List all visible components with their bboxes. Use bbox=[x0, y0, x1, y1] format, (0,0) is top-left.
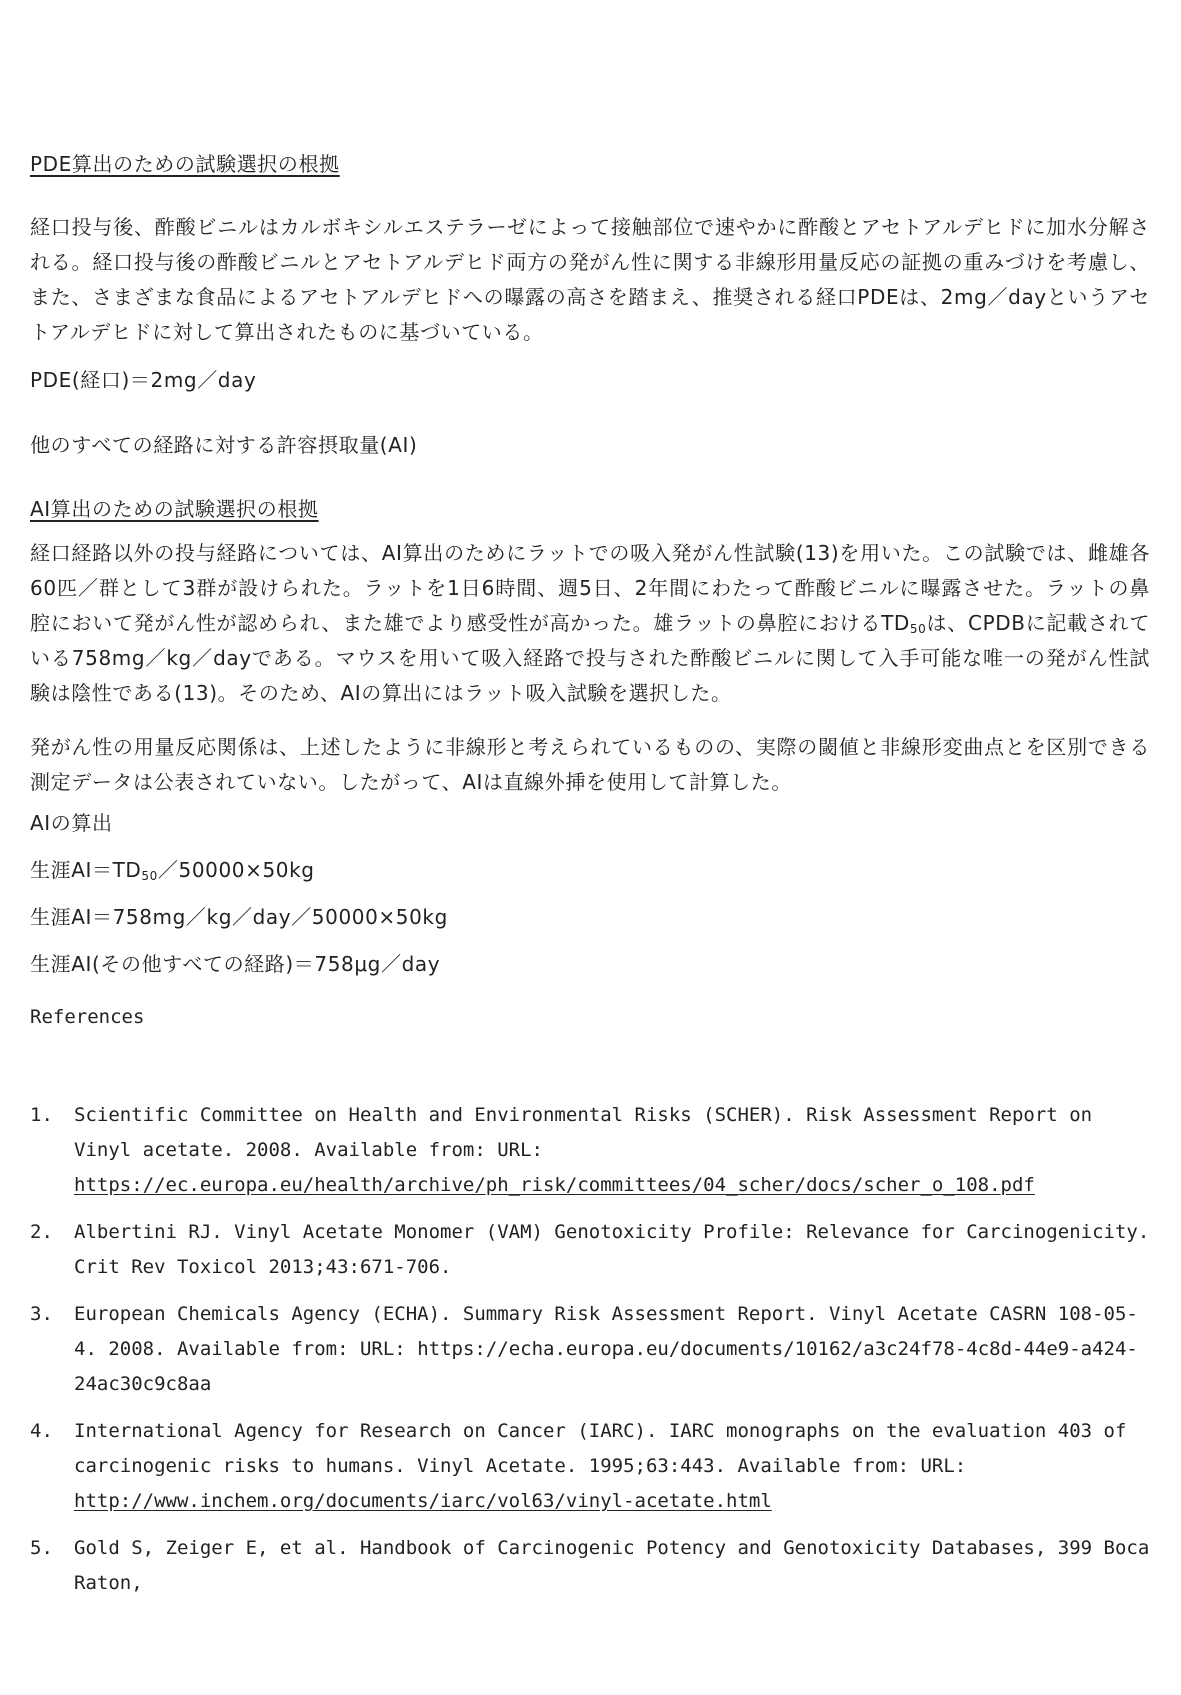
reference-link[interactable]: http://www.inchem.org/documents/iarc/vol63/vinyl-acetate.html bbox=[74, 1490, 772, 1512]
reference-item bbox=[30, 1414, 1150, 1519]
ai-rationale-paragraph bbox=[30, 536, 1150, 711]
reference-number: 5. bbox=[30, 1537, 53, 1559]
formula-lifetime-ai-td50 bbox=[30, 853, 1150, 888]
dose-response-paragraph: 発がん性の用量反応関係は、上述したように非線形と考えられているものの、実際の閾値と非線形変曲点とを区別できる測定データは公表されていない。したがって、AIは直線外挿を使用して計算した。 bbox=[30, 735, 1150, 794]
reference-number: 4. bbox=[30, 1420, 53, 1442]
reference-item bbox=[30, 1098, 1150, 1203]
reference-number: 3. bbox=[30, 1303, 53, 1325]
formula-lifetime-ai-result: 生涯AI(その他すべての経路)＝758μg／day bbox=[30, 952, 441, 976]
pde-section-heading: PDE算出のための試験選択の根拠 bbox=[30, 152, 340, 176]
reference-link[interactable]: https://ec.europa.eu/health/archive/ph_risk/committees/04_scher/docs/scher_o_108.pdf bbox=[74, 1174, 1035, 1196]
reference-number: 2. bbox=[30, 1221, 53, 1243]
reference-text: European Chemicals Agency (ECHA). Summary Risk Assessment Report. Vinyl Acetate CASRN 108-05-4. 2008. Available from: URL: bbox=[74, 1303, 1138, 1360]
reference-text: Albertini RJ. Vinyl Acetate Monomer (VAM) Genotoxicity Profile: Relevance for Carcinogenicity. Crit Rev Toxicol 2013;43:671-706. bbox=[74, 1221, 1150, 1278]
reference-number: 1. bbox=[30, 1104, 53, 1126]
reference-item bbox=[30, 1215, 1150, 1285]
reference-url: https://echa.europa.eu/documents/10162/a3c24f78-4c8d-44e9-a424-24ac30c9c8aa bbox=[74, 1338, 1138, 1395]
reference-text: International Agency for Research on Cancer (IARC). IARC monographs on the evaluation 403 of carcinogenic risks to humans. Vinyl Acetate. 1995;63:443. Available from: URL: bbox=[74, 1420, 1127, 1477]
ai-paragraph-part-a: 経口経路以外の投与経路については、AI算出のためにラットでの吸入発がん性試験(13)を用いた。この試験では、雌雄各60匹／群として3群が設けられた。ラットを1日6時間、週5日、2年間にわたって酢酸ビニルに曝露させた。ラットの鼻腔において発がん性が認められ、また雄でより感受性が高かった。雄ラットの鼻腔におけるTD bbox=[30, 541, 1150, 635]
ai-section-heading: AI算出のための試験選択の根拠 bbox=[30, 497, 319, 521]
formula1-subscript: 50 bbox=[141, 869, 158, 883]
reference-item bbox=[30, 1531, 1150, 1601]
references-list bbox=[30, 1098, 1150, 1613]
references-title: References bbox=[30, 1006, 145, 1028]
ai-paragraph-part-b: は、CPDBに記載されている758mg／kg／dayである。マウスを用いて吸入経路で投与された酢酸ビニルに関して入手可能な唯一の発がん性試験は陰性である(13)。そのため、AIの算出にはラット吸入試験を選択した。 bbox=[30, 611, 1150, 705]
td50-subscript: 50 bbox=[909, 622, 927, 636]
reference-item bbox=[30, 1297, 1150, 1402]
reference-text: Scientific Committee on Health and Environmental Risks (SCHER). Risk Assessment Report on Vinyl acetate. 2008. Available from: URL: bbox=[74, 1104, 1093, 1161]
ai-calculation-title: AIの算出 bbox=[30, 811, 113, 835]
formula-lifetime-ai-values: 生涯AI＝758mg／kg／day／50000×50kg bbox=[30, 905, 448, 929]
formula1-part-a: 生涯AI＝TD bbox=[30, 858, 142, 882]
pde-rationale-paragraph: 経口投与後、酢酸ビニルはカルボキシルエステラーゼによって接触部位で速やかに酢酸とアセトアルデヒドに加水分解される。経口投与後の酢酸ビニルとアセトアルデヒド両方の発がん性に関する非線形用量反応の証拠の重みづけを考慮し、また、さまざまな食品によるアセトアルデヒドへの曝露の高さを踏まえ、推奨される経口PDEは、2mg／dayというアセトアルデヒドに対して算出されたものに基づいている。 bbox=[30, 215, 1150, 344]
ai-section-title: 他のすべての経路に対する許容摂取量(AI) bbox=[30, 433, 418, 457]
pde-formula: PDE(経口)＝2mg／day bbox=[30, 368, 257, 392]
formula1-part-b: ／50000×50kg bbox=[157, 858, 315, 882]
reference-text: Gold S, Zeiger E, et al. Handbook of Carcinogenic Potency and Genotoxicity Databases, 399 Boca Raton, bbox=[74, 1537, 1150, 1594]
